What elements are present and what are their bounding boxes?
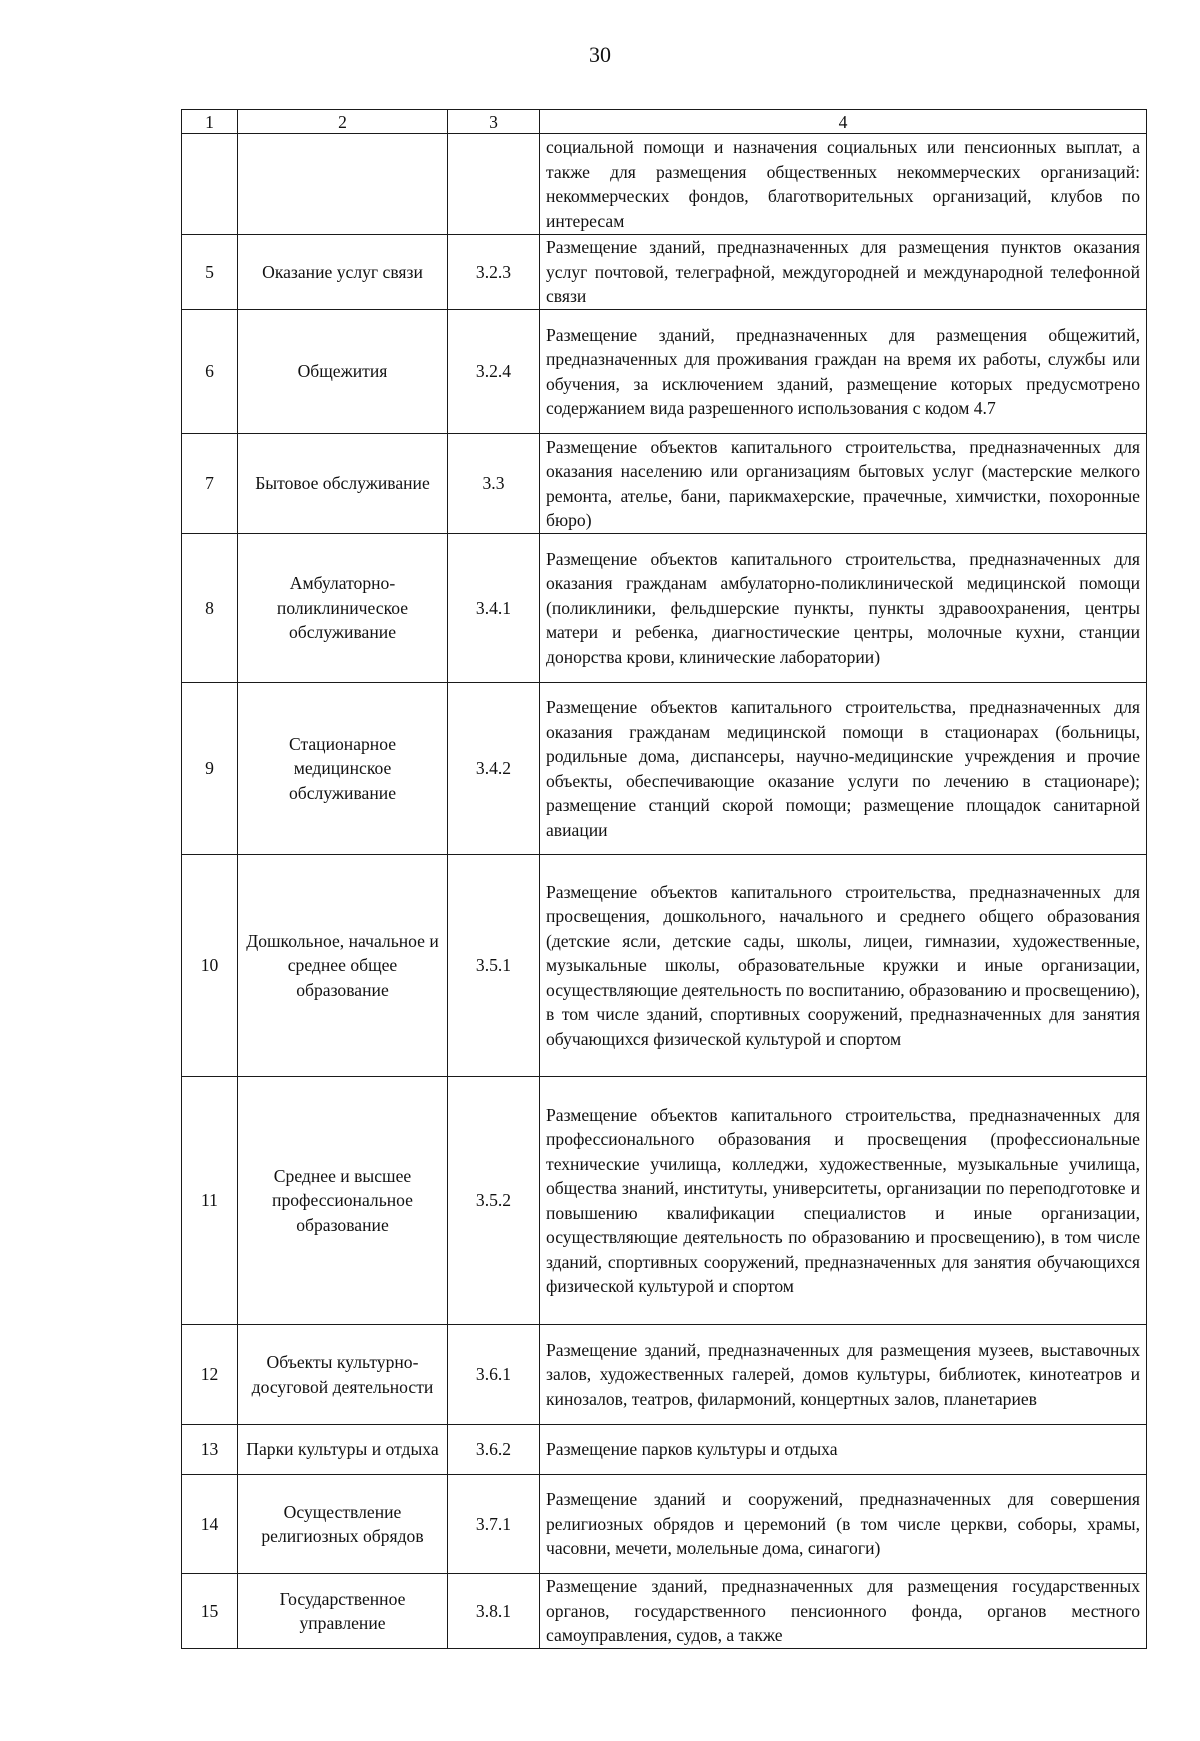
row-number: 14 <box>182 1475 238 1574</box>
row-description: Размещение объектов капитального строительства, предназначенных для профессионального образования и просвещения (профессиональные технические училища, колледжи, художественные, музыкальные училища, общества знаний, институты, университеты, организации по переподготовке и повышению квалификации специалистов и иные организации, осуществляющие деятельность по образованию и просвещению), в том числе зданий, спортивных сооружений, предназначенных для занятия обучающихся физической культурой и спортом <box>540 1077 1147 1325</box>
table-row <box>182 1077 1147 1325</box>
table-header-row <box>182 110 1147 134</box>
row-description: Размещение объектов капитального строительства, предназначенных для оказания гражданам медицинской помощи в стационарах (больницы, родильные дома, диспансеры, научно-медицинские учреждения и прочие объекты, обеспечивающие оказание услуги по лечению в стационаре); размещение станций скорой помощи; размещение площадок санитарной авиации <box>540 683 1147 855</box>
row-name: Амбулаторно-поликлиническое обслуживание <box>238 534 448 683</box>
row-code: 3.5.1 <box>448 855 540 1077</box>
row-number: 10 <box>182 855 238 1077</box>
row-description: Размещение зданий, предназначенных для размещения государственных органов, государственного пенсионного фонда, органов местного самоуправления, судов, а также <box>540 1574 1147 1649</box>
table-row <box>182 434 1147 534</box>
row-name: Стационарное медицинское обслуживание <box>238 683 448 855</box>
row-code: 3.6.1 <box>448 1325 540 1425</box>
row-description: Размещение объектов капитального строительства, предназначенных для оказания населению или организациям бытовых услуг (мастерские мелкого ремонта, ателье, бани, парикмахерские, прачечные, химчистки, похоронные бюро) <box>540 434 1147 534</box>
table-row <box>182 1475 1147 1574</box>
row-description: социальной помощи и назначения социальных или пенсионных выплат, а также для размещения общественных некоммерческих организаций: некоммерческих фондов, благотворительных организаций, клубов по интересам <box>540 134 1147 235</box>
row-name: Оказание услуг связи <box>238 235 448 310</box>
table-row <box>182 534 1147 683</box>
table-row <box>182 683 1147 855</box>
row-description: Размещение зданий, предназначенных для размещения общежитий, предназначенных для проживания граждан на время их работы, службы или обучения, за исключением зданий, размещение которых предусмотрено содержанием вида разрешенного использования с кодом 4.7 <box>540 310 1147 434</box>
row-code: 3.4.1 <box>448 534 540 683</box>
page-number: 30 <box>589 42 611 67</box>
row-number: 15 <box>182 1574 238 1649</box>
table-row <box>182 235 1147 310</box>
table-row <box>182 1574 1147 1649</box>
row-name: Парки культуры и отдыха <box>238 1425 448 1475</box>
row-code: 3.2.4 <box>448 310 540 434</box>
header-col-2: 2 <box>238 110 448 134</box>
row-number: 5 <box>182 235 238 310</box>
row-code: 3.3 <box>448 434 540 534</box>
row-code: 3.6.2 <box>448 1425 540 1475</box>
row-description: Размещение зданий и сооружений, предназначенных для совершения религиозных обрядов и церемоний (в том числе церкви, соборы, храмы, часовни, мечети, молельные дома, синагоги) <box>540 1475 1147 1574</box>
row-description: Размещение зданий, предназначенных для размещения музеев, выставочных залов, художественных галерей, домов культуры, библиотек, кинотеатров и кинозалов, театров, филармоний, концертных залов, планетариев <box>540 1325 1147 1425</box>
row-name: Общежития <box>238 310 448 434</box>
row-code: 3.8.1 <box>448 1574 540 1649</box>
row-code: 3.2.3 <box>448 235 540 310</box>
row-description: Размещение объектов капитального строительства, предназначенных для оказания гражданам амбулаторно-поликлинической медицинской помощи (поликлиники, фельдшерские пункты, пункты здравоохранения, центры матери и ребенка, диагностические центры, молочные кухни, станции донорства крови, клинические лаборатории) <box>540 534 1147 683</box>
row-description: Размещение зданий, предназначенных для размещения пунктов оказания услуг почтовой, телеграфной, междугородней и международной телефонной связи <box>540 235 1147 310</box>
row-code: 3.4.2 <box>448 683 540 855</box>
row-description: Размещение парков культуры и отдыха <box>540 1425 1147 1475</box>
row-name: Объекты культурно-досуговой деятельности <box>238 1325 448 1425</box>
row-code <box>448 134 540 235</box>
header-col-3: 3 <box>448 110 540 134</box>
header-col-4: 4 <box>540 110 1147 134</box>
row-description: Размещение объектов капитального строительства, предназначенных для просвещения, дошкольного, начального и среднего общего образования (детские ясли, детские сады, школы, лицеи, гимназии, художественные, музыкальные школы, образовательные кружки и иные организации, осуществляющие деятельность по воспитанию, образованию и просвещению), в том числе зданий, спортивных сооружений, предназначенных для занятия обучающихся физической культурой и спортом <box>540 855 1147 1077</box>
table-row <box>182 855 1147 1077</box>
row-number: 12 <box>182 1325 238 1425</box>
row-name: Среднее и высшее профессиональное образование <box>238 1077 448 1325</box>
row-name: Дошкольное, начальное и среднее общее образование <box>238 855 448 1077</box>
row-number: 7 <box>182 434 238 534</box>
row-name: Государственное управление <box>238 1574 448 1649</box>
row-number: 6 <box>182 310 238 434</box>
table-row <box>182 310 1147 434</box>
table-row <box>182 1425 1147 1475</box>
row-number <box>182 134 238 235</box>
land-use-table <box>181 109 1147 1649</box>
row-number: 8 <box>182 534 238 683</box>
row-number: 11 <box>182 1077 238 1325</box>
row-name: Осуществление религиозных обрядов <box>238 1475 448 1574</box>
row-number: 9 <box>182 683 238 855</box>
row-name: Бытовое обслуживание <box>238 434 448 534</box>
row-name <box>238 134 448 235</box>
header-col-1: 1 <box>182 110 238 134</box>
row-code: 3.7.1 <box>448 1475 540 1574</box>
table-row <box>182 1325 1147 1425</box>
table-row <box>182 134 1147 235</box>
row-number: 13 <box>182 1425 238 1475</box>
row-code: 3.5.2 <box>448 1077 540 1325</box>
